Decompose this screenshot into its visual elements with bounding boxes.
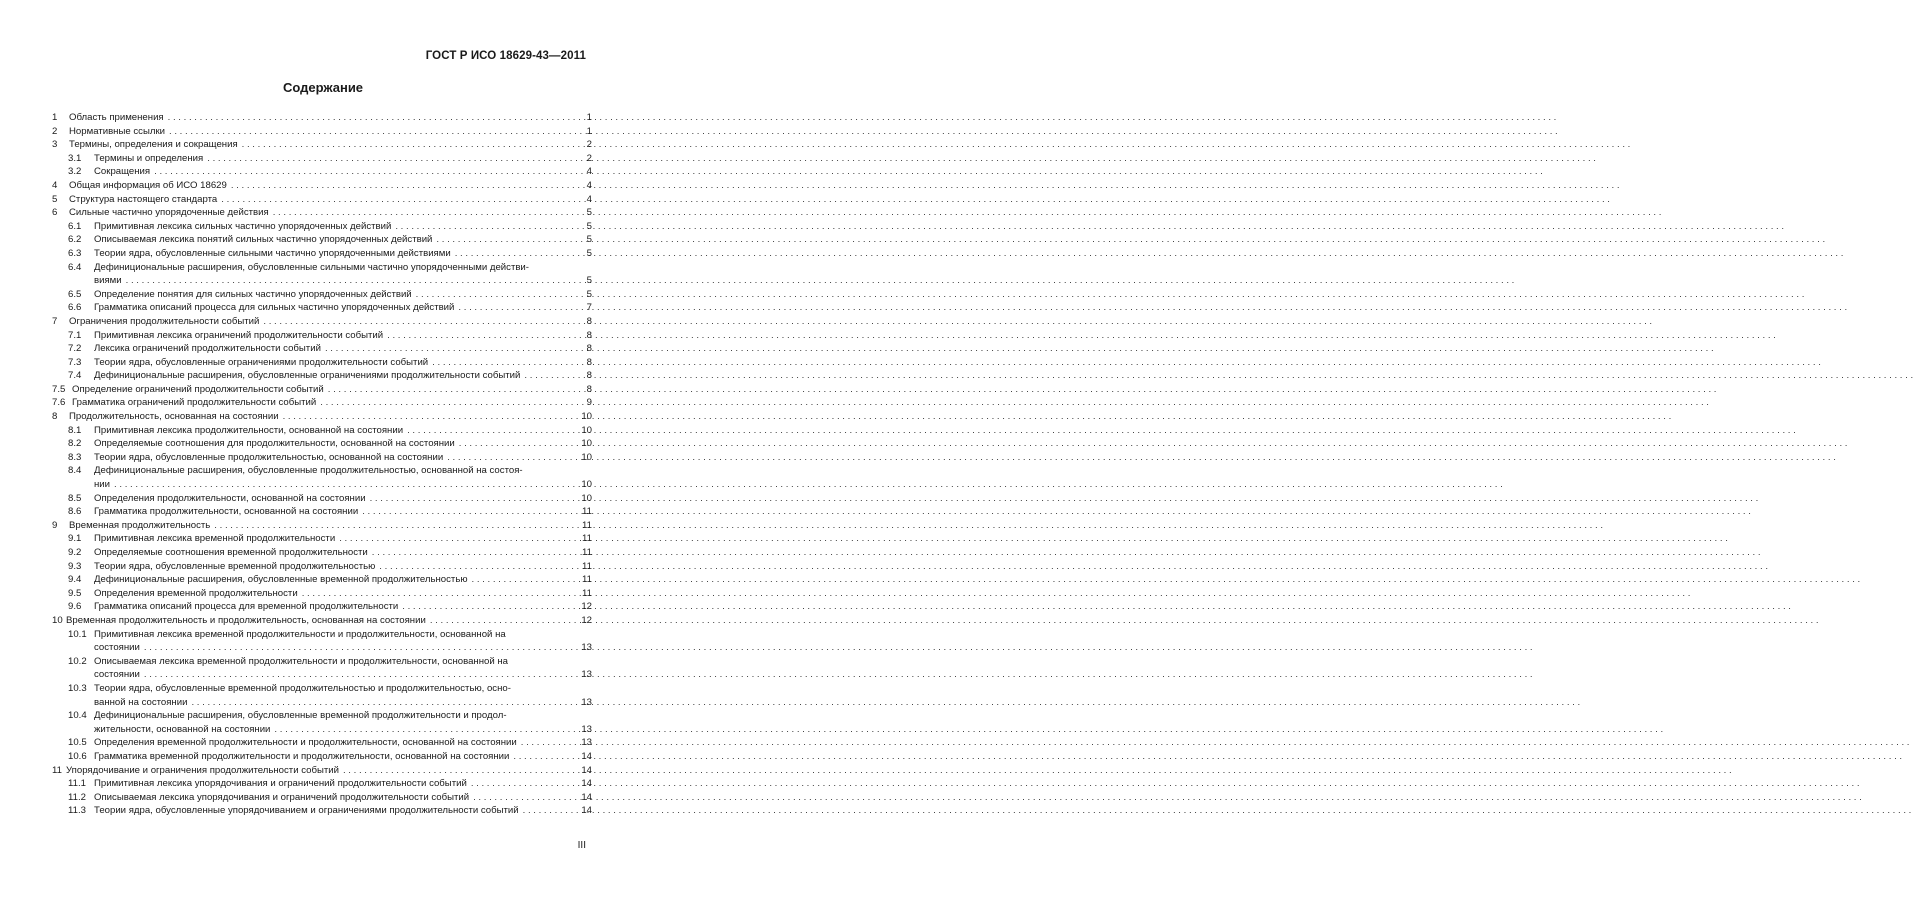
toc-entry-page: 5	[586, 275, 592, 287]
toc-entry-page: 8	[586, 370, 592, 382]
toc-entry[interactable]	[52, 560, 592, 574]
toc-entry-title: Дефинициональные расширения, обусловленные сильными частично упорядоченными действи-	[94, 261, 529, 273]
toc-leader-dots	[471, 777, 568, 791]
toc-entry-title: Сокращения	[94, 166, 151, 178]
toc-leader-dots	[325, 342, 568, 356]
toc-entry[interactable]	[52, 736, 592, 750]
toc-entry-page: 4	[586, 179, 592, 191]
toc-leader-dots	[242, 138, 568, 152]
toc-leader-dots	[458, 301, 568, 315]
toc-leader-dots	[221, 193, 568, 207]
toc-entry-page: 12	[581, 601, 592, 613]
toc-entry-title: Примитивная лексика временной продолжительности	[94, 533, 336, 545]
toc-entry-page: 2	[586, 139, 592, 151]
toc-entry-title: Область применения	[69, 112, 164, 123]
toc-entry-title: Определения продолжительности, основанной на состоянии	[94, 492, 366, 504]
toc-entry[interactable]	[52, 682, 592, 696]
toc-leader-dots	[472, 573, 568, 587]
toc-entry[interactable]	[52, 383, 592, 397]
toc-entry-number: 8.4	[68, 465, 82, 477]
toc-leader-dots	[407, 424, 568, 438]
toc-leader-dots	[402, 600, 568, 614]
toc-entry-title: Сильные частично упорядоченные действия	[69, 207, 269, 219]
toc-entry-number: 8.5	[68, 492, 82, 504]
toc-entry[interactable]	[52, 261, 592, 275]
toc-leader-dots	[387, 329, 568, 343]
toc-entry-number: 6.4	[68, 261, 82, 273]
toc-entry[interactable]	[52, 519, 592, 533]
toc-entry-title: Временная продолжительность и продолжительность, основанная на состоянии	[66, 614, 426, 626]
toc-entry-number: 10.1	[68, 628, 87, 640]
toc-entry[interactable]	[52, 600, 592, 614]
toc-entry-page: 11	[582, 587, 592, 599]
toc-entry[interactable]	[52, 179, 592, 193]
toc-entry-number: 5	[52, 193, 58, 205]
toc-leader-dots	[214, 519, 568, 533]
toc-entry-number: 9.3	[68, 560, 82, 572]
toc-entry-page: 14	[581, 805, 592, 817]
toc-entry[interactable]	[52, 125, 592, 139]
toc-entry-title: Описываемая лексика временной продолжительности и продолжительности, основанной на	[94, 655, 508, 667]
toc-entry-title: Примитивная лексика продолжительности, основанной на состоянии	[94, 424, 404, 436]
toc-entry-page: 10	[581, 424, 592, 436]
toc-entry[interactable]	[52, 220, 592, 234]
toc-entry-page: 5	[586, 207, 592, 219]
toc-entry-page: 8	[586, 329, 592, 341]
toc-entry-page: 11	[582, 533, 592, 545]
toc-entry-page: 5	[586, 234, 592, 246]
toc-entry-page: 1	[586, 112, 592, 123]
toc-entry-title: Грамматика продолжительности, основанной на состоянии	[94, 506, 359, 518]
toc-entry-number: 10.5	[68, 737, 87, 749]
toc-entry-page: 10	[581, 479, 592, 491]
document-code: ГОСТ Р ИСО 18629-43—2011	[425, 50, 586, 62]
toc-entry-title: Продолжительность, основанная на состоянии	[69, 411, 279, 423]
toc-entry-title: Теории ядра, обусловленные сильными частично упорядоченными действиями	[94, 247, 451, 259]
toc-entry-title: жительности, основанной на состоянии	[94, 723, 271, 735]
toc-entry-title: Определение понятия для сильных частично упорядоченных действий	[94, 288, 412, 300]
toc-entry-title: Определяемые соотношения для продолжительности, основанной на состоянии	[94, 438, 455, 450]
toc-entry-page: 14	[581, 778, 592, 790]
toc-entry[interactable]	[52, 587, 592, 601]
toc-entry-number: 8	[52, 411, 58, 423]
toc-leader-dots	[191, 696, 568, 710]
toc-entry-page: 9	[586, 397, 592, 409]
toc-leader-dots	[126, 274, 568, 288]
toc-entry[interactable]	[52, 532, 592, 546]
toc-entry-page: 10	[581, 451, 592, 463]
toc-entry[interactable]	[52, 193, 592, 207]
toc-entry[interactable]	[52, 342, 592, 356]
toc-leader-dots	[432, 356, 568, 370]
toc-entry-number: 11.3	[68, 805, 86, 817]
toc-entry-page: 5	[586, 288, 592, 300]
toc-entry[interactable]	[52, 750, 592, 764]
toc-entry-title: Грамматика описаний процесса для временной продолжительности	[94, 601, 399, 613]
toc-leader-dots	[524, 369, 568, 383]
toc-entry-title: Грамматика ограничений продолжительности событий	[72, 397, 317, 409]
toc-entry[interactable]	[52, 356, 592, 370]
toc-entry-title: Определения временной продолжительности и продолжительности, основанной на состоянии	[94, 737, 517, 749]
toc-leader-dots	[523, 804, 568, 818]
toc-entry-number: 8.1	[68, 424, 82, 436]
toc-leader-dots	[447, 451, 568, 465]
toc-entry-title: Описываемая лексика понятий сильных частично упорядоченных действий	[94, 234, 433, 246]
toc-entry-page: 11	[582, 506, 592, 518]
toc-leader-dots	[274, 723, 568, 737]
toc-entry[interactable]	[52, 478, 592, 492]
toc-leader-dots	[430, 614, 568, 628]
toc-entry-title: Примитивная лексика временной продолжительности и продолжительности, основанной на	[94, 628, 506, 640]
toc-entry-page: 13	[581, 669, 592, 681]
toc-entry[interactable]	[52, 165, 592, 179]
toc-entry[interactable]	[52, 424, 592, 438]
toc-entry-title: ванной на состоянии	[94, 696, 188, 708]
toc-entry-title: Ограничения продолжительности событий	[69, 315, 260, 327]
toc-leader-dots	[231, 179, 568, 193]
toc-entry-page: 11	[582, 560, 592, 572]
toc-entry-title: Общая информация об ИСО 18629	[69, 179, 227, 191]
toc-entry-page: 13	[581, 723, 592, 735]
toc-entry[interactable]	[52, 628, 592, 642]
toc-leader-dots	[207, 152, 568, 166]
toc-entry-number: 7.4	[68, 370, 82, 382]
toc-leader-dots	[473, 791, 568, 805]
toc-entry-number: 10.2	[68, 655, 87, 667]
toc-leader-dots	[169, 125, 568, 139]
toc-entry-number: 11.2	[68, 791, 86, 803]
toc-entry-title: Примитивная лексика упорядочивания и ограничений продолжительности событий	[94, 778, 467, 790]
toc-entry[interactable]	[52, 614, 592, 628]
toc-entry-title: Нормативные ссылки	[69, 125, 166, 137]
toc-leader-dots	[379, 560, 568, 574]
toc-entry-page: 10	[581, 492, 592, 504]
toc-entry-page: 4	[586, 166, 592, 178]
toc-entry-page: 14	[581, 750, 592, 762]
toc-entry-number: 10	[52, 614, 63, 626]
toc-entry-page: 7	[586, 302, 592, 314]
toc-leader-dots	[328, 383, 568, 397]
toc-leader-dots	[144, 668, 568, 682]
toc-leader-dots	[395, 220, 568, 234]
toc-entry-title: Дефинициональные расширения, обусловленные ограничениями продолжительности событий	[94, 370, 521, 382]
toc-entry-number: 7.1	[68, 329, 82, 341]
page-number: III	[577, 840, 586, 851]
toc-entry[interactable]	[52, 709, 592, 723]
toc-leader-dots	[302, 587, 568, 601]
toc-entry-page: 13	[581, 642, 592, 654]
toc-entry-number: 1	[52, 112, 58, 123]
toc-entry[interactable]	[52, 546, 592, 560]
toc-entry-number: 6.5	[68, 288, 82, 300]
toc-entry-title: Теории ядра, обусловленные продолжительностью, основанной на состоянии	[94, 451, 444, 463]
toc-leader-dots	[455, 247, 568, 261]
toc-entry-page: 8	[586, 383, 592, 395]
toc-entry[interactable]	[52, 138, 592, 152]
toc-entry-page: 11	[582, 547, 592, 558]
toc-entry-title: Дефинициональные расширения, обусловленные продолжительностью, основанной на состоя-	[94, 465, 523, 477]
toc-entry[interactable]	[52, 764, 592, 778]
toc-entry-number: 9.5	[68, 587, 82, 599]
toc-entry[interactable]	[52, 668, 592, 682]
toc-entry-page: 8	[586, 315, 592, 327]
toc-entry-page: 4	[586, 193, 592, 205]
toc-entry-number: 9.2	[68, 547, 82, 558]
toc-entry-title: Теории ядра, обусловленные ограничениями продолжительности событий	[94, 356, 429, 368]
toc-entry-title: Дефинициональные расширения, обусловленные временной продолжительности и продол-	[94, 710, 507, 722]
toc-entry-title: Структура настоящего стандарта	[69, 193, 218, 205]
toc-entry[interactable]	[52, 247, 592, 261]
toc-entry[interactable]	[52, 437, 592, 451]
toc-entry-number: 7.3	[68, 356, 82, 368]
toc-leader-dots	[459, 437, 568, 451]
toc-entry-page: 10	[581, 411, 592, 423]
toc-entry[interactable]	[52, 641, 592, 655]
toc-entry[interactable]	[52, 804, 592, 818]
toc-entry[interactable]	[52, 396, 592, 410]
toc-entry-title: Упорядочивание и ограничения продолжительности событий	[66, 764, 339, 776]
toc-entry-title: Грамматика описаний процесса для сильных частично упорядоченных действий	[94, 302, 455, 314]
toc-entry-number: 9	[52, 519, 58, 531]
toc-entry-title: Примитивная лексика ограничений продолжительности событий	[94, 329, 384, 341]
toc-entry[interactable]	[52, 723, 592, 737]
toc-entry-title: Грамматика временной продолжительности и продолжительности, основанной на состоянии	[94, 750, 510, 762]
toc-entry-number: 8.3	[68, 451, 82, 463]
toc-entry-number: 8.2	[68, 438, 82, 450]
toc-entry-number: 6.3	[68, 247, 82, 259]
table-of-contents	[52, 111, 592, 818]
toc-entry-number: 6	[52, 207, 58, 219]
toc-entry-title: Дефинициональные расширения, обусловленные временной продолжительностью	[94, 574, 468, 586]
toc-leader-dots	[273, 206, 568, 220]
toc-leader-dots	[154, 165, 568, 179]
toc-entry-page: 14	[581, 764, 592, 776]
toc-entry[interactable]	[52, 451, 592, 465]
page-title: Содержание	[282, 80, 364, 95]
toc-entry-page: 12	[581, 614, 592, 626]
toc-entry-page: 14	[581, 791, 592, 803]
toc-entry[interactable]	[52, 464, 592, 478]
toc-entry-number: 7.2	[68, 343, 82, 355]
toc-entry-number: 10.6	[68, 750, 87, 762]
toc-entry[interactable]	[52, 111, 592, 125]
toc-entry-title: Теории ядра, обусловленные временной продолжительностью и продолжительностью, осно-	[94, 682, 511, 694]
toc-leader-dots	[513, 750, 568, 764]
toc-entry[interactable]	[52, 206, 592, 220]
toc-entry-number: 7	[52, 315, 58, 327]
toc-entry-number: 9.4	[68, 574, 82, 586]
toc-entry-title: Термины и определения	[94, 152, 204, 164]
toc-entry-title: Временная продолжительность	[69, 519, 211, 531]
toc-entry-number: 8.6	[68, 506, 82, 518]
toc-entry[interactable]	[52, 288, 592, 302]
toc-entry-number: 3.1	[68, 152, 82, 164]
toc-entry-number: 3.2	[68, 166, 82, 178]
toc-leader-dots	[362, 505, 568, 519]
toc-entry-number: 10.4	[68, 710, 87, 722]
toc-entry-title: Определяемые соотношения временной продолжительности	[94, 547, 368, 558]
toc-entry-number: 7.6	[52, 397, 66, 409]
toc-entry-number: 10.3	[68, 682, 87, 694]
toc-entry-number: 3	[52, 139, 58, 151]
toc-entry[interactable]	[52, 777, 592, 791]
toc-entry[interactable]	[52, 233, 592, 247]
toc-entry-title: Термины, определения и сокращения	[69, 139, 238, 151]
toc-entry[interactable]	[52, 152, 592, 166]
toc-entry-page: 8	[586, 343, 592, 355]
toc-entry-number: 6.1	[68, 220, 82, 232]
toc-entry-title: Теории ядра, обусловленные временной продолжительностью	[94, 560, 376, 572]
toc-entry[interactable]	[52, 505, 592, 519]
toc-entry-number: 11	[52, 764, 62, 776]
toc-leader-dots	[372, 546, 568, 560]
toc-entry-title: Определение ограничений продолжительности событий	[72, 383, 324, 395]
toc-leader-dots	[283, 410, 568, 424]
toc-leader-dots	[320, 396, 568, 410]
toc-entry-page: 2	[586, 152, 592, 164]
toc-entry-title: состоянии	[94, 669, 140, 681]
toc-entry-title: Описываемая лексика упорядочивания и ограничений продолжительности событий	[94, 791, 470, 803]
toc-entry-title: Определения временной продолжительности	[94, 587, 298, 599]
toc-entry-page: 11	[582, 519, 592, 531]
toc-entry[interactable]	[52, 573, 592, 587]
toc-entry-page: 5	[586, 247, 592, 259]
toc-entry-page: 5	[586, 220, 592, 232]
toc-entry[interactable]	[52, 655, 592, 669]
toc-entry-number: 9.1	[68, 533, 82, 545]
toc-entry-title: состоянии	[94, 642, 140, 654]
toc-entry-page: 11	[582, 574, 592, 586]
toc-leader-dots	[521, 736, 568, 750]
toc-leader-dots	[114, 478, 568, 492]
toc-entry-number: 9.6	[68, 601, 82, 613]
toc-entry[interactable]	[52, 369, 592, 383]
toc-entry[interactable]	[52, 492, 592, 506]
toc-entry-page: 10	[581, 438, 592, 450]
toc-leader-dots	[168, 111, 568, 125]
toc-entry[interactable]	[52, 791, 592, 805]
toc-entry-number: 6.6	[68, 302, 82, 314]
toc-entry-number: 11.1	[68, 778, 86, 790]
toc-leader-dots	[339, 532, 568, 546]
toc-entry[interactable]	[52, 301, 592, 315]
toc-entry-number: 6.2	[68, 234, 82, 246]
toc-entry-page: 13	[581, 737, 592, 749]
toc-entry-number: 4	[52, 179, 58, 191]
toc-entry-title: Примитивная лексика сильных частично упорядоченных действий	[94, 220, 392, 232]
toc-entry[interactable]	[52, 315, 592, 329]
toc-leader-dots	[436, 233, 568, 247]
toc-leader-dots	[343, 764, 568, 778]
toc-leader-dots	[416, 288, 568, 302]
toc-leader-dots	[370, 492, 568, 506]
toc-entry-title: виями	[94, 275, 122, 287]
toc-entry-title: Теории ядра, обусловленные упорядочиванием и ограничениями продолжительности событий	[94, 805, 519, 817]
toc-entry-page: 1	[586, 125, 592, 137]
toc-entry[interactable]	[52, 329, 592, 343]
toc-entry-number: 2	[52, 125, 58, 137]
toc-entry[interactable]	[52, 696, 592, 710]
toc-entry-page: 8	[586, 356, 592, 368]
toc-entry[interactable]	[52, 410, 592, 424]
toc-entry-number: 7.5	[52, 383, 66, 395]
toc-leader-dots	[144, 641, 568, 655]
toc-entry-title: нии	[94, 479, 111, 491]
toc-entry-page: 13	[581, 696, 592, 708]
toc-leader-dots	[263, 315, 568, 329]
toc-entry[interactable]	[52, 274, 592, 288]
toc-entry-title: Лексика ограничений продолжительности событий	[94, 343, 321, 355]
